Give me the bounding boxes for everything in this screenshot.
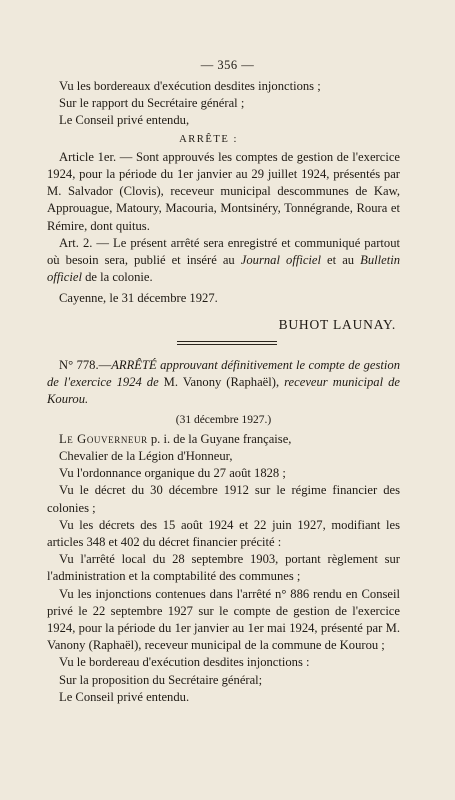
- decree-title: [47, 357, 400, 409]
- article-2-connector: et au: [321, 253, 361, 268]
- sur-proposition: Sur la proposition du Secrétaire général;: [59, 672, 263, 687]
- vu-decrets-1924-1927: Vu les décrets des 15 août 1924 et 22 juin 1927, modifiant les articles 348 et 402 du décret financier précité :: [47, 517, 400, 550]
- decree-title-italic-end: receveur municipal de Kourou.: [47, 375, 400, 407]
- gouverneur-rest: p. i. de la Guyane française,: [147, 431, 292, 446]
- article-1: Article 1er. — Sont approuvés les comptes de gestion de l'exercice 1924, pour la période du 1er janvier au 29 juillet 1924, présentés par M. Salvador (Clovis), receveur municipal descommunes de Kaw, Approuague, Matoury, Macouria, Montsinéry, Tonnégrande, Roura et Rémire, dont quitus.: [47, 149, 400, 233]
- article-2: [47, 235, 400, 287]
- bulletin-officiel-ref: Bulletin officiel: [47, 253, 401, 285]
- place-date: Cayenne, le 31 décembre 1927.: [59, 291, 218, 306]
- second-decree-block: [47, 357, 400, 706]
- vu-injonctions: Vu les injonctions contenues dans l'arrêté n° 886 rendu en Conseil privé le 22 septembre 1927 sur le compte de gestion de l'exercice 1924, pour la période du 1er janvier au 1er mai 1924, présenté par M. Vanony (Raphaël), receveur municipal de la commune de Kourou ;: [47, 586, 400, 653]
- separator-rule: [177, 341, 277, 342]
- gouverneur-title: Le Gouverneur: [59, 431, 148, 446]
- vu-bordereaux-line: Vu les bordereaux d'exécution desdites injonctions ;: [59, 79, 321, 93]
- vu-bordereau: Vu le bordereau d'exécution desdites injonctions :: [59, 655, 310, 670]
- arrete-heading: ARRÊTE :: [179, 133, 238, 145]
- vu-decret-1912: Vu le décret du 30 décembre 1912 sur le régime financier des colonies ;: [47, 483, 400, 515]
- decree-title-italic: ARRÊTÉ approuvant définitivement le compte de gestion de l'exercice 1924 de: [47, 358, 400, 390]
- separator-rule-thin: [177, 344, 277, 345]
- page-number: — 356 —: [200, 58, 255, 72]
- conseil-entendu-line: Le Conseil privé entendu,: [59, 113, 190, 128]
- signature: BUHOT LAUNAY.: [278, 316, 396, 332]
- gouverneur-line: [47, 431, 400, 448]
- chevalier-line: Chevalier de la Légion d'Honneur,: [59, 449, 233, 464]
- article-2-end: de la colonie.: [81, 270, 153, 285]
- first-decree-block: [47, 78, 400, 333]
- receveur-name: M. Vanony (Raphaël),: [158, 375, 280, 390]
- vu-ordonnance: Vu l'ordonnance organique du 27 août 1828 ;: [59, 466, 286, 481]
- decree-number: N° 778.—: [59, 358, 112, 372]
- article-2-text: Art. 2. — Le présent arrêté sera enregistré et communiqué partout où besoin sera, publié et inséré au: [47, 235, 400, 268]
- decree-date: (31 décembre 1927.): [175, 413, 272, 426]
- sur-rapport-line: Sur le rapport du Secrétaire général ;: [59, 96, 245, 111]
- conseil-prive: Le Conseil privé entendu.: [59, 689, 190, 704]
- vu-arrete-1903: Vu l'arrêté local du 28 septembre 1903, portant règlement sur l'administration et la comptabilité des communes ;: [47, 552, 400, 584]
- journal-officiel-ref: Journal officiel: [240, 253, 321, 268]
